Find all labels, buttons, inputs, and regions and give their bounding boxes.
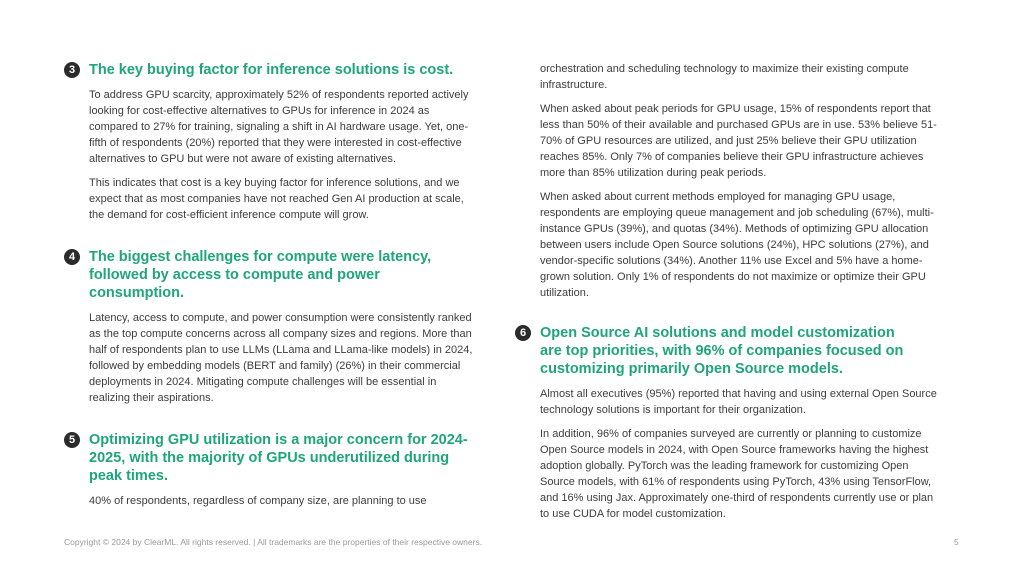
section-3 xyxy=(64,61,478,223)
paragraph: When asked about peak periods for GPU usage, 15% of respondents report that less than 50% of their available and purchased GPUs are in use. 53% believe 51-70% of GPU resources are utilized, and just 25% believe their GPU utilization reaches 85%. Only 7% of companies believe their GPU infrastructure achieves more than 85% utilization during peak periods. xyxy=(540,103,937,179)
paragraph: 40% of respondents, regardless of company size, are planning to use xyxy=(89,495,427,507)
section-number-badge: 4 xyxy=(64,249,80,265)
section-title: The biggest challenges for compute were latency, followed by access to compute and power consumption. xyxy=(89,249,432,301)
section-6 xyxy=(515,324,937,522)
paragraph: Almost all executives (95%) reported that having and using external Open Source technology solutions is important for their organization. xyxy=(540,388,937,416)
section-number-badge: 5 xyxy=(64,432,80,448)
page-number: 5 xyxy=(954,537,959,547)
paragraph: This indicates that cost is a key buying factor for inference solutions, and we expect that as most companies have not reached Gen AI production at scale, the demand for cost-efficient inference compute will grow. xyxy=(89,177,464,221)
section-5 xyxy=(64,431,478,509)
section-number-badge: 3 xyxy=(64,62,80,78)
section-4-heading xyxy=(64,248,478,302)
section-4 xyxy=(64,248,478,406)
section-5-heading xyxy=(64,431,478,485)
section-number-badge: 6 xyxy=(515,325,531,341)
footer-copyright: Copyright © 2024 by ClearML. All rights reserved. | All trademarks are the properties of their respective owners. xyxy=(64,537,483,547)
section-title: Open Source AI solutions and model customization are top priorities, with 96% of companies focused on customizing primarily Open Source models. xyxy=(540,325,904,377)
paragraph: When asked about current methods employed for managing GPU usage, respondents are employing queue management and job scheduling (67%), multi-instance GPUs (39%), and quotas (34%). Methods of optimizing GPU allocation between users include Open Source solutions (24%), HPC solutions (27%), and vendor-specific solutions (34%). Another 11% use Excel and 5% have a home-grown solution. Only 1% of respondents do not maximize or optimize their GPU utilization. xyxy=(540,191,934,299)
paragraph: In addition, 96% of companies surveyed are currently or planning to customize Open Source models in 2024, with Open Source frameworks having the highest adoption globally. PyTorch was the leading framework for customizing Open Source models, with 61% of respondents using PyTorch, 43% using TensorFlow, and 16% using Jax. Approximately one-third of respondents currently use or plan to use CUDA for model customization. xyxy=(540,428,934,520)
section-5-continued xyxy=(515,61,937,301)
paragraph: Latency, access to compute, and power consumption were consistently ranked as the top compute concerns across all company sizes and regions. More than half of respondents plan to use LLMs (LLama and LLama-like models) in 2024, followed by embedding models (BERT and family) (26%) in their commercial deployments in 2024. Mitigating compute challenges will be essential in realizing their aspirations. xyxy=(89,312,473,404)
section-3-heading xyxy=(64,61,478,79)
section-6-heading xyxy=(515,324,937,378)
section-title: The key buying factor for inference solutions is cost. xyxy=(89,62,454,78)
paragraph: orchestration and scheduling technology to maximize their existing compute infrastructure. xyxy=(540,63,909,91)
paragraph: To address GPU scarcity, approximately 52% of respondents reported actively looking for cost-effective alternatives to GPUs for inference in 2024 as compared to 27% for training, signaling a shift in AI hardware usage. Yet, one-fifth of respondents (20%) reported that they were interested in cost-effective alternatives to GPU but were not aware of existing alternatives. xyxy=(89,89,469,165)
section-title: Optimizing GPU utilization is a major concern for 2024-2025, with the majority of GPUs underutilized during peak times. xyxy=(89,432,468,484)
